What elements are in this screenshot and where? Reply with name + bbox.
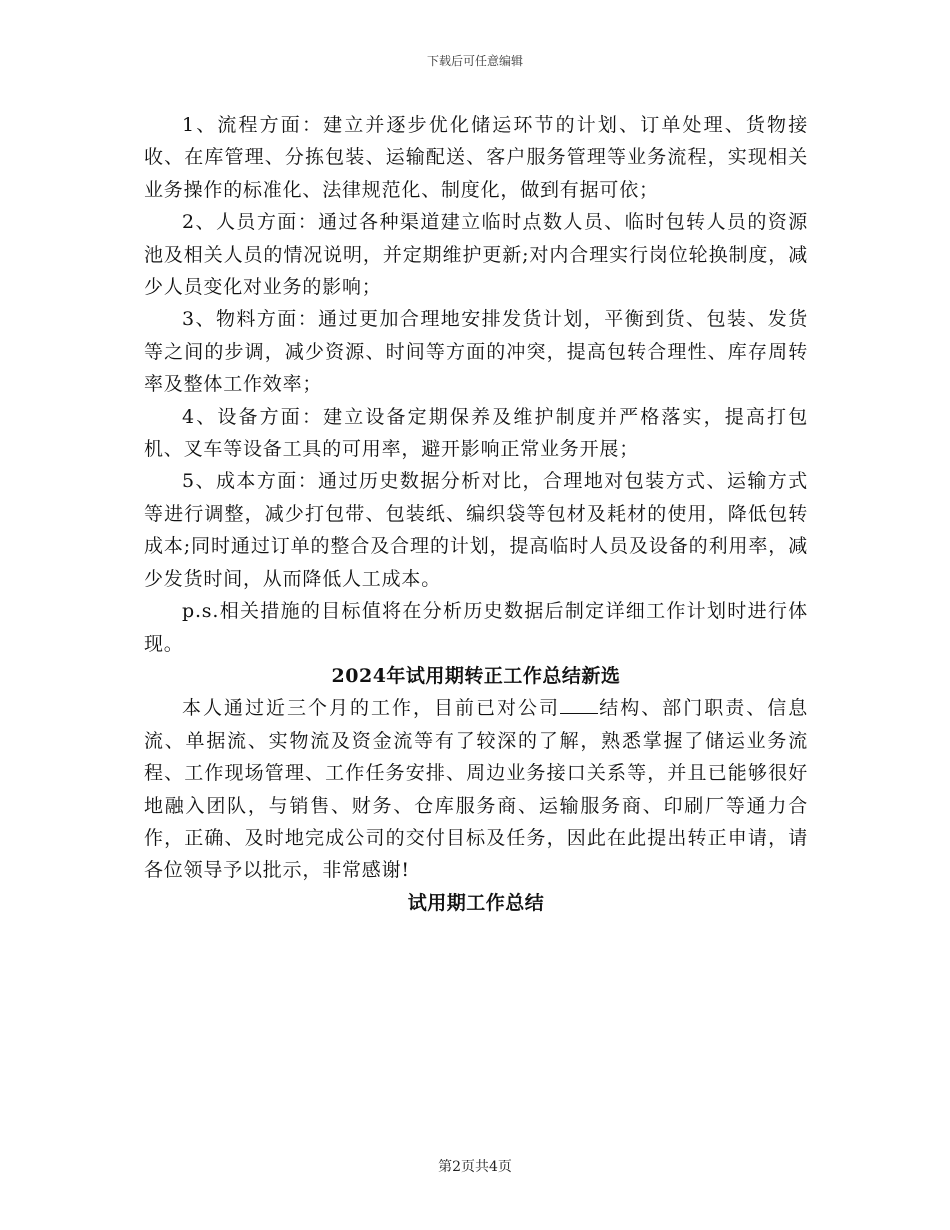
body-text-after-blank: 结构、部门职责、信息流、单据流、实物流及资金流等有了较深的了解，熟悉掌握了储运业务流程、工作现场管理、工作任务安排、周边业务接口关系等，并且已能够很好地融入团队，与销售、财务、仓库服务商、运输服务商、印刷厂等通力合作，正确、及时地完成公司的交付目标及任务，因此在此提出转正申请，请各位领导予以批示，非常感谢! <box>144 697 808 882</box>
paragraph-materials: 3、物料方面：通过更加合理地安排发货计划，平衡到货、包装、发货等之间的步调，减少资源、时间等方面的冲突，提高包转合理性、库存周转率及整体工作效率； <box>144 308 808 396</box>
page-header-note: 下载后可任意编辑 <box>426 54 523 68</box>
paragraph-process: 1、流程方面：建立并逐步优化储运环节的计划、订单处理、货物接收、在库管理、分拣包装、运输配送、客户服务管理等业务流程，实现相关业务操作的标准化、法律规范化、制度化，做到有据可依； <box>144 114 808 201</box>
section-title-probation-summary: 试用期工作总结 <box>407 891 545 914</box>
paragraph-regularization-body <box>144 692 808 886</box>
page-number-footer: 第2页共4页 <box>438 1159 512 1175</box>
section-title-regularization: 2024年试用期转正工作总结新选 <box>331 664 621 687</box>
fill-in-blank <box>560 695 598 714</box>
paragraph-cost: 5、成本方面：通过历史数据分析对比，合理地对包装方式、运输方式等进行调整，减少打包带、包装纸、编织袋等包材及耗材的使用，降低包转成本;同时通过订单的整合及合理的计划，提高临时人员及设备的利用率，减少发货时间，从而降低人工成本。 <box>144 470 808 590</box>
document-body <box>144 109 808 919</box>
paragraph-ps-note: p.s.相关措施的目标值将在分析历史数据后制定详细工作计划时进行体现。 <box>144 600 808 655</box>
body-text-before-blank: 本人通过近三个月的工作，目前已对公司 <box>182 697 560 720</box>
paragraph-equipment: 4、设备方面：建立设备定期保养及维护制度并严格落实，提高打包机、叉车等设备工具的可用率，避开影响正常业务开展； <box>144 405 808 461</box>
paragraph-personnel: 2、人员方面：通过各种渠道建立临时点数人员、临时包转人员的资源池及相关人员的情况说明，并定期维护更新;对内合理实行岗位轮换制度，减少人员变化对业务的影响； <box>144 211 808 299</box>
